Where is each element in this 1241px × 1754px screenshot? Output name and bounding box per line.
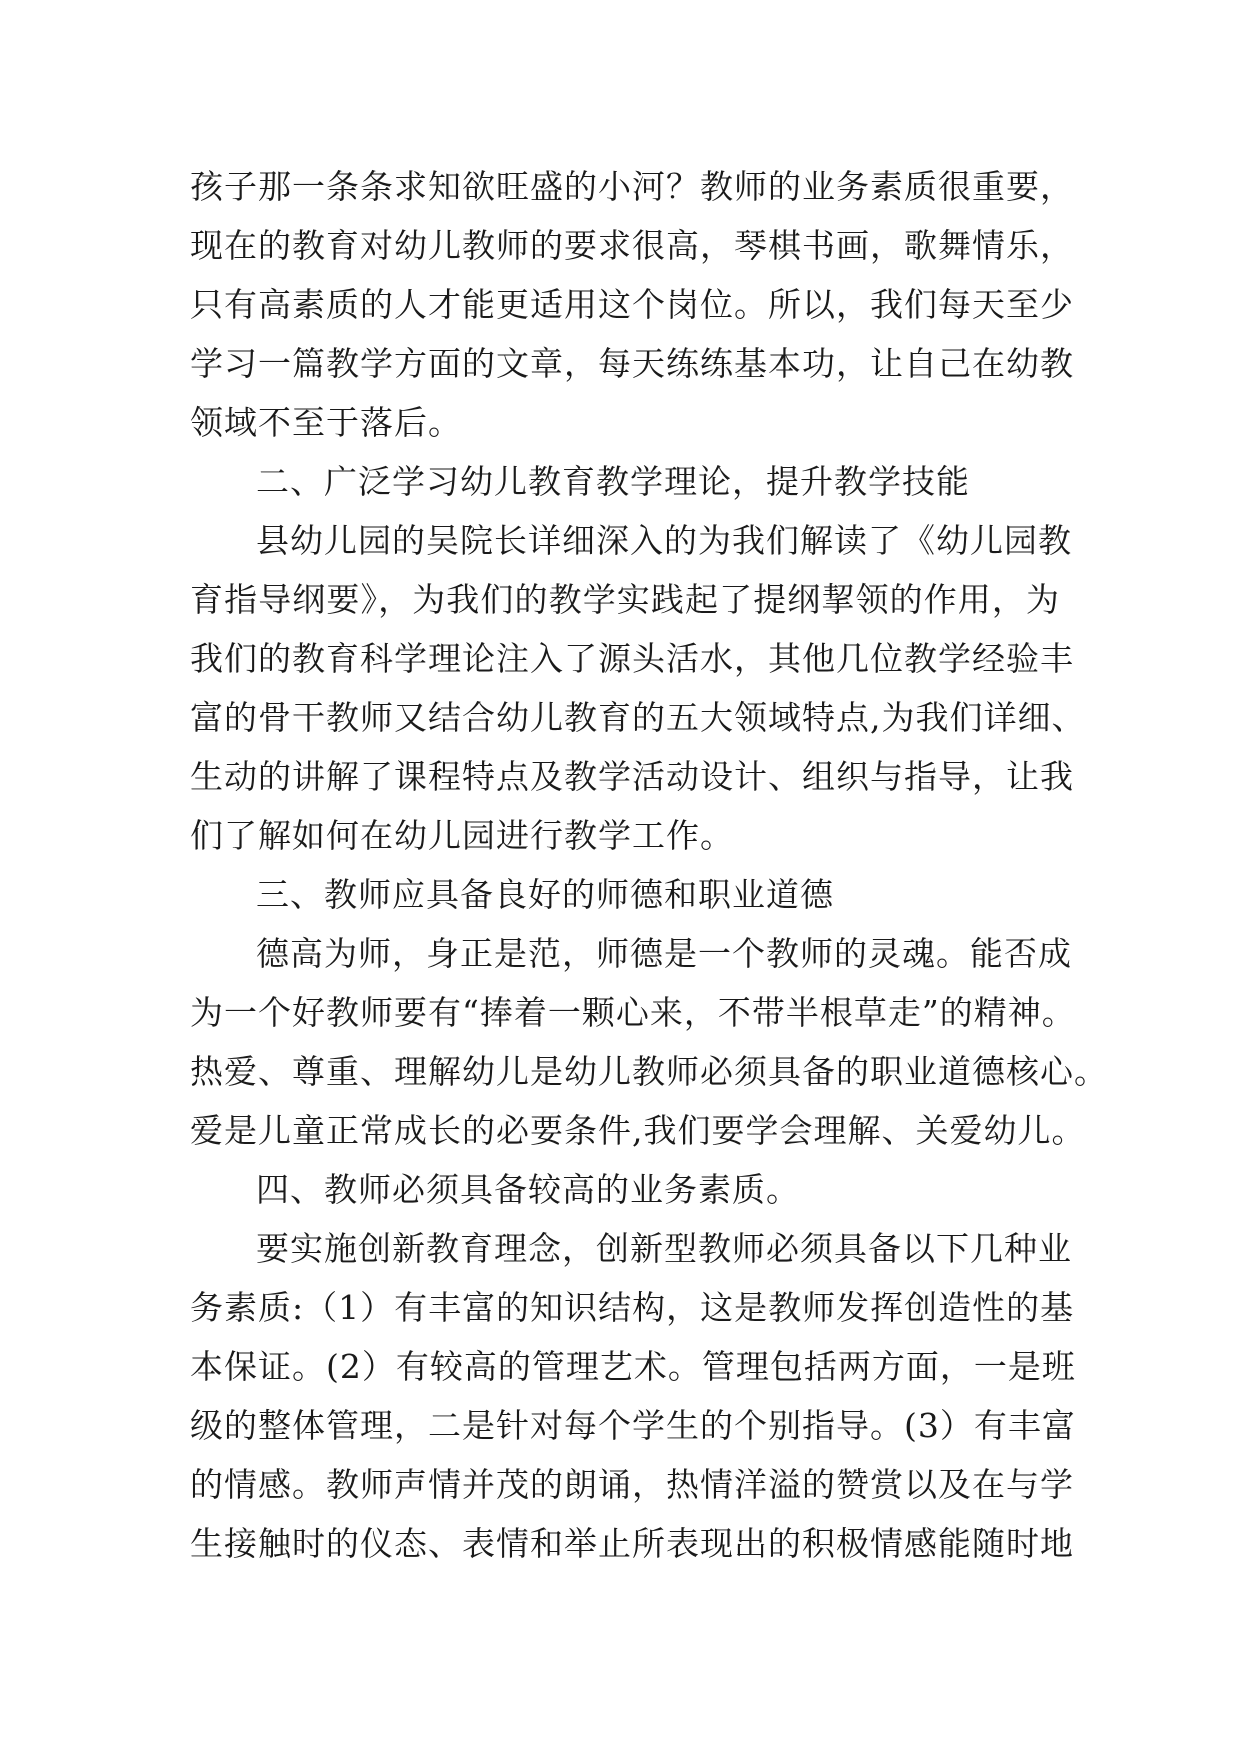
text-line: 爱是儿童正常成长的必要条件,我们要学会理解、关爱幼儿。 [190,1111,1086,1150]
paragraph-first-line: 要实施创新教育理念，创新型教师必须具备以下几种业 [256,1229,1072,1268]
text-line: 务素质:（1）有丰富的知识结构，这是教师发挥创造性的基 [190,1288,1075,1327]
text-line: 只有高素质的人才能更适用这个岗位。所以，我们每天至少 [190,285,1074,324]
text-line: 为一个好教师要有“捧着一颗心来，不带半根草走”的精神。 [190,993,1076,1032]
text-line: 的情感。教师声情并茂的朗诵，热情洋溢的赞赏以及在与学 [190,1465,1074,1504]
paragraph-first-line: 二、广泛学习幼儿教育教学理论，提升教学技能 [256,462,970,501]
text-line: 富的骨干教师又结合幼儿教育的五大领域特点,为我们详细、 [190,698,1086,737]
text-line: 现在的教育对幼儿教师的要求很高，琴棋书画，歌舞情乐， [190,226,1074,265]
text-line: 本保证。(2）有较高的管理艺术。管理包括两方面，一是班 [190,1347,1076,1386]
text-line: 生动的讲解了课程特点及教学活动设计、组织与指导，让我 [190,757,1074,796]
text-line: 育指导纲要》，为我们的教学实践起了提纲挈领的作用，为 [190,580,1060,619]
paragraph-first-line: 德高为师，身正是范，师德是一个教师的灵魂。能否成 [256,934,1072,973]
text-line: 生接触时的仪态、表情和举止所表现出的积极情感能随时地 [190,1524,1074,1563]
body-text [190,157,1108,1573]
text-line: 学习一篇教学方面的文章，每天练练基本功，让自己在幼教 [190,344,1074,383]
paragraph-first-line: 四、教师必须具备较高的业务素质。 [256,1170,800,1209]
text-line: 我们的教育科学理论注入了源头活水，其他几位教学经验丰 [190,639,1074,678]
text-line: 领域不至于落后。 [190,403,462,442]
text-line: 级的整体管理，二是针对每个学生的个别指导。(3）有丰富 [190,1406,1076,1445]
paragraph-first-line: 三、教师应具备良好的师德和职业道德 [256,875,834,914]
paragraph-first-line: 县幼儿园的吴院长详细深入的为我们解读了《幼儿园教 [256,521,1072,560]
text-line: 们了解如何在幼儿园进行教学工作。 [190,816,734,855]
text-line: 孩子那一条条求知欲旺盛的小河？教师的业务素质很重要， [190,167,1074,206]
text-line: 热爱、尊重、理解幼儿是幼儿教师必须具备的职业道德核心。 [190,1052,1108,1091]
